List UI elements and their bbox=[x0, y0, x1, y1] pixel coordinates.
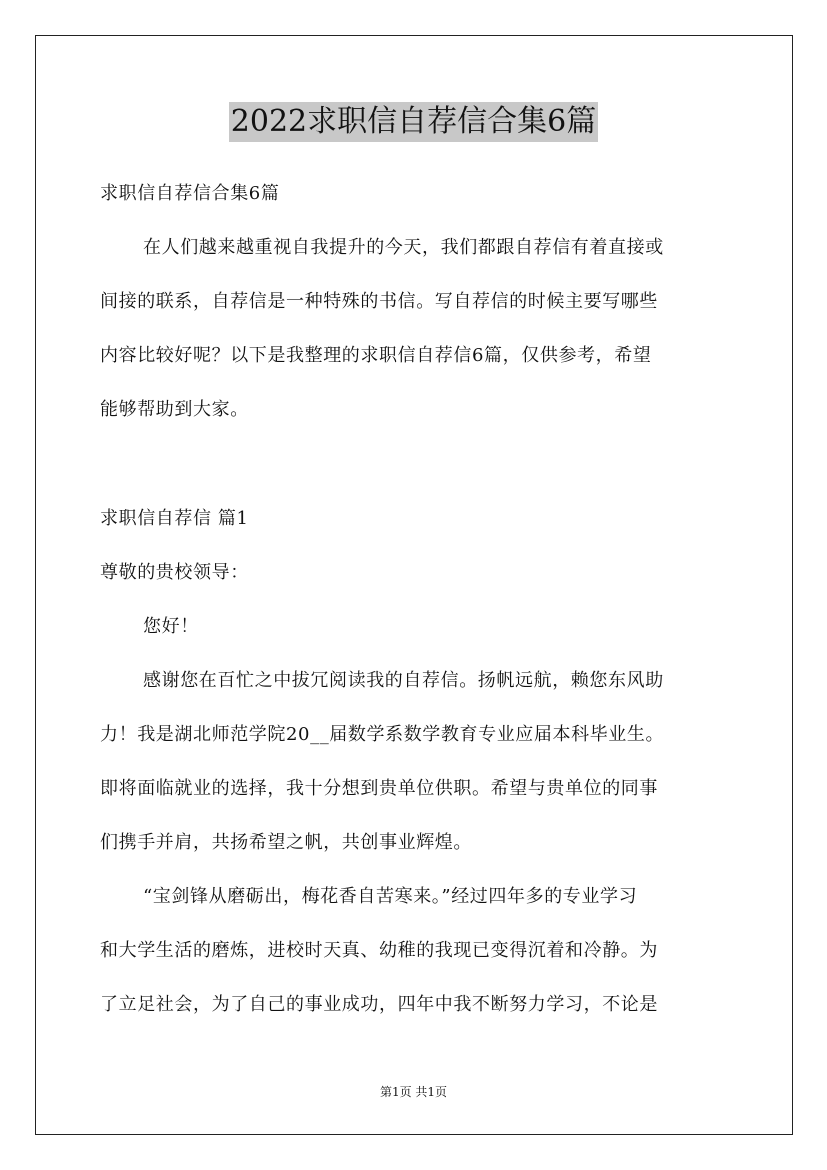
intro-line-1: 在人们越来越重视自我提升的今天，我们都跟自荐信有着直接或 bbox=[143, 237, 664, 258]
document-subtitle: 求职信自荐信合集6篇 bbox=[100, 183, 280, 204]
body-line-5: “宝剑锋从磨砺出，梅花香自苦寒来。”经过四年多的专业学习 bbox=[143, 886, 638, 907]
body-line-4: 们携手并肩，共扬希望之帆，共创事业辉煌。 bbox=[100, 832, 472, 853]
document-title: 2022求职信自荐信合集6篇 bbox=[229, 102, 598, 142]
page-footer: 第1页 共1页 bbox=[379, 1085, 448, 1099]
section-heading: 求职信自荐信 篇1 bbox=[100, 508, 249, 529]
body-line-2: 力！我是湖北师范学院20__届数学系数学教育专业应届本科毕业生。 bbox=[100, 724, 665, 745]
body-line-7: 了立足社会，为了自己的事业成功，四年中我不断努力学习，不论是 bbox=[100, 994, 658, 1015]
title-container bbox=[0, 102, 827, 142]
salutation: 尊敬的贵校领导： bbox=[100, 562, 249, 583]
body-line-3: 即将面临就业的选择，我十分想到贵单位供职。希望与贵单位的同事 bbox=[100, 778, 658, 799]
greeting: 您好！ bbox=[143, 616, 199, 637]
intro-line-3: 内容比较好呢？以下是我整理的求职信自荐信6篇，仅供参考，希望 bbox=[100, 345, 652, 366]
body-line-1: 感谢您在百忙之中拔冗阅读我的自荐信。扬帆远航，赖您东风助 bbox=[143, 670, 664, 691]
intro-line-2: 间接的联系，自荐信是一种特殊的书信。写自荐信的时候主要写哪些 bbox=[100, 291, 658, 312]
body-line-6: 和大学生活的磨炼，进校时天真、幼稚的我现已变得沉着和冷静。为 bbox=[100, 940, 658, 961]
intro-line-4: 能够帮助到大家。 bbox=[100, 399, 249, 420]
